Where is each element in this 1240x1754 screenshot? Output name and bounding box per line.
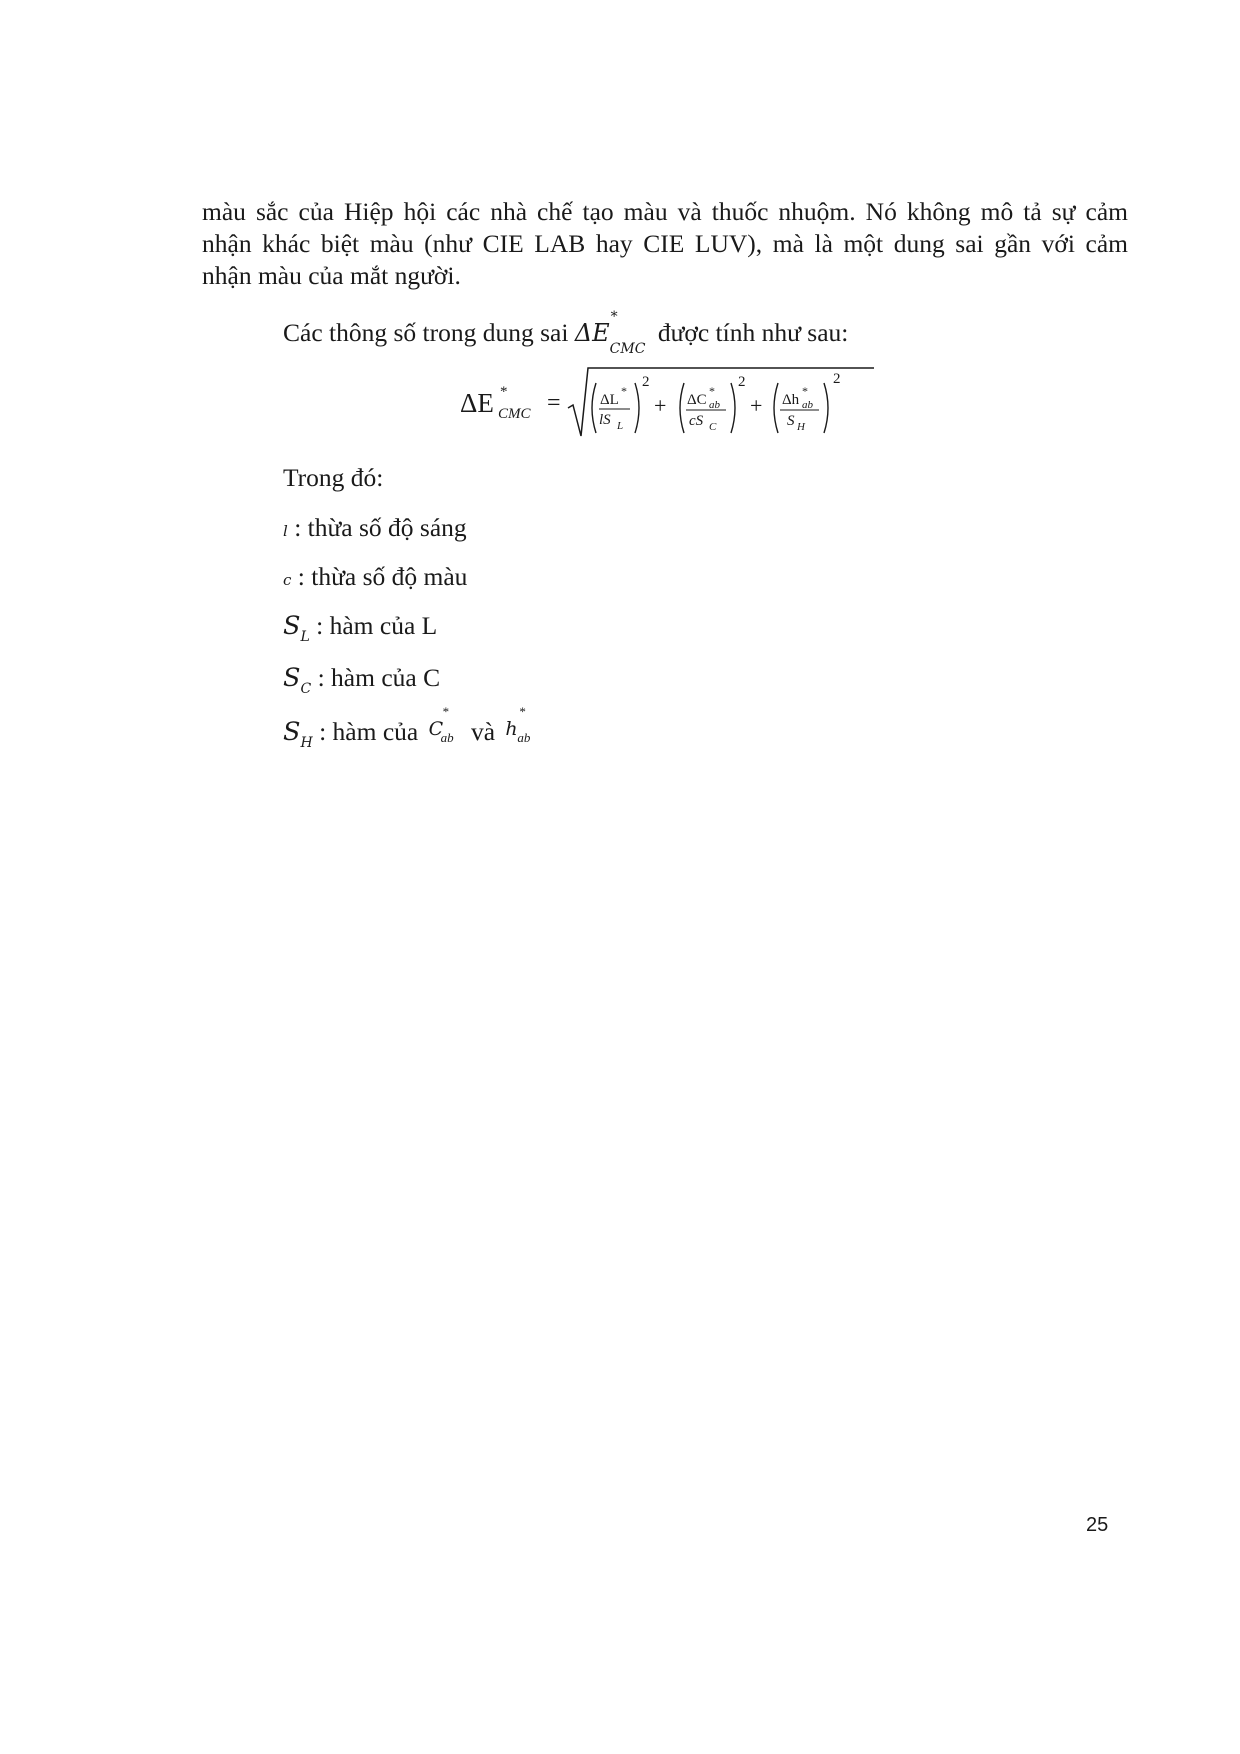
and-word: và (464, 717, 502, 746)
formula-lhs-sub: CMC (498, 406, 531, 422)
intro-symbol-sup: * (610, 309, 618, 325)
intro-text-after: được tính như sau: (651, 318, 849, 347)
paragraph-line-1: màu sắc của Hiệp hội các nhà chế tạo màu và thuốc nhuộm. Nó không mô tả sự cảm (202, 197, 1128, 226)
term1-exponent: 2 (642, 374, 650, 390)
c-ab-sup: * (442, 704, 450, 719)
term3-left-paren (774, 383, 778, 433)
definition-c (283, 562, 467, 592)
h-ab-star-symbol (505, 704, 537, 745)
term1-numerator-sup: * (621, 384, 627, 398)
def-c-symbol: c (283, 571, 292, 589)
intro-symbol-sub: CMC (609, 340, 646, 357)
term3-numerator: Δh (782, 392, 800, 408)
term1-denominator: lS (599, 412, 611, 428)
def-sc-symbol: S (283, 663, 301, 693)
h-ab-base: h (505, 718, 518, 740)
term1-numerator: ΔL (600, 392, 619, 408)
page-number: 25 (1086, 1514, 1109, 1536)
def-c-text: : thừa số độ màu (291, 562, 468, 591)
def-sc-subscript: C (300, 681, 312, 697)
h-ab-sup: * (519, 704, 526, 719)
def-sl-text: : hàm của L (309, 611, 438, 640)
term3-denominator: S (787, 413, 795, 429)
intro-text-before: Các thông số trong dung sai (283, 318, 575, 347)
definition-sc (283, 663, 441, 697)
term1-right-paren (635, 383, 639, 433)
term1-denominator-sub: L (617, 420, 624, 432)
term2-numerator: ΔC (687, 392, 707, 408)
paragraph-line-3: nhận màu của mắt người. (202, 261, 461, 290)
body-paragraph (202, 196, 1128, 292)
term3-right-paren (824, 383, 828, 433)
formula-equals: = (547, 390, 561, 416)
paragraph-line-2: nhận khác biệt màu (như CIE LAB hay CIE LUV), mà là một dung sai gần với cảm (202, 229, 1128, 258)
formula-lhs-sup: * (500, 384, 508, 400)
def-sl-symbol: S (283, 611, 301, 641)
def-sc-text: : hàm của C (311, 663, 441, 692)
term2-exponent: 2 (738, 374, 746, 390)
term3-exponent: 2 (833, 371, 841, 387)
where-label: Trong đó: (283, 463, 384, 492)
intro-symbol-base: ΔE (574, 319, 610, 347)
def-sh-symbol: S (283, 717, 301, 747)
term2-denominator-sub: C (709, 421, 717, 433)
term1-left-paren (592, 383, 596, 433)
intro-symbol (574, 309, 646, 357)
term2-numerator-sub: ab (709, 399, 720, 411)
plus-1: + (654, 393, 667, 418)
c-ab-star-symbol (428, 704, 461, 745)
term2-numerator-sup: * (709, 384, 715, 398)
c-ab-sub: ab (440, 730, 454, 745)
def-sl-subscript: L (300, 629, 310, 645)
formula-svg (460, 360, 920, 450)
def-l-symbol: l (283, 522, 288, 540)
def-sh-subscript: H (300, 735, 313, 751)
formula-intro-line (283, 309, 849, 357)
definition-sl (283, 611, 438, 645)
term2-denominator: cS (689, 413, 704, 429)
term3-numerator-sup: * (802, 384, 808, 398)
term3-denominator-sub: H (797, 421, 805, 433)
term3-numerator-sub: ab (802, 399, 813, 411)
definition-sh (283, 704, 541, 751)
definition-l (283, 513, 467, 543)
formula-lhs: ΔE (460, 388, 494, 418)
term2-right-paren (731, 383, 735, 433)
c-ab-base: C (428, 718, 444, 740)
term2-left-paren (680, 383, 684, 433)
plus-2: + (750, 393, 763, 418)
def-sh-text: : hàm của (312, 717, 425, 746)
h-ab-sub: ab (517, 730, 531, 745)
def-l-text: : thừa số độ sáng (287, 513, 467, 542)
delta-e-cmc-formula (460, 360, 920, 450)
